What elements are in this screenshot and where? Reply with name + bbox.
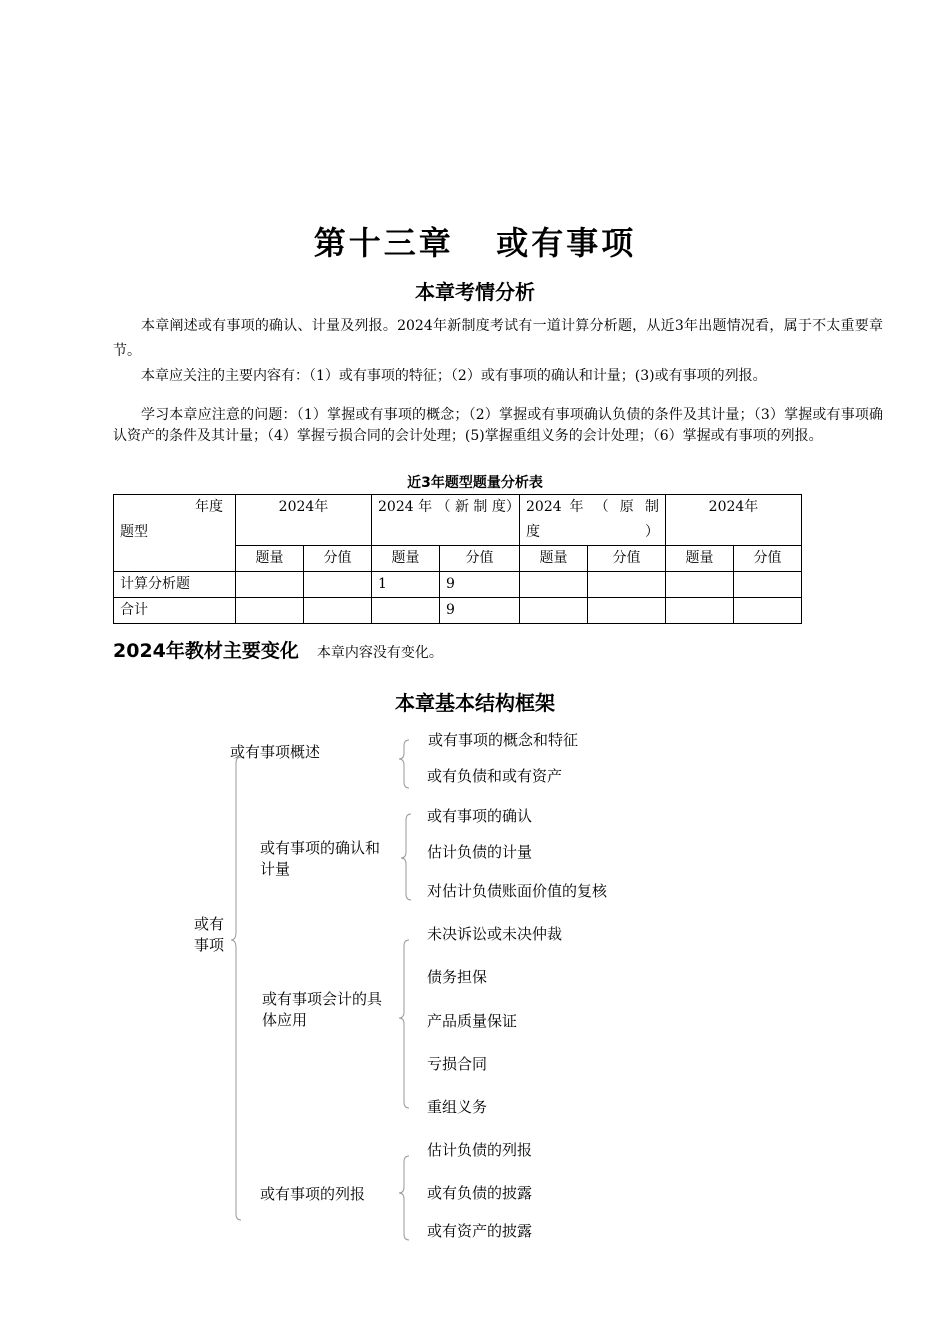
sub-header-score: 分值 — [734, 546, 802, 572]
sub-header-score: 分值 — [304, 546, 372, 572]
row-type: 合计 — [114, 598, 236, 624]
group-brace — [401, 814, 411, 900]
table-cell: 1 — [372, 572, 440, 598]
framework-item: 或有事项的确认 — [427, 807, 533, 825]
analysis-heading: 本章考情分析 — [415, 280, 535, 304]
sub-header-count: 题量 — [372, 546, 440, 572]
framework-item: 债务担保 — [427, 968, 488, 986]
framework-item: 或有资产的披露 — [427, 1222, 533, 1240]
framework-heading: 本章基本结构框架 — [395, 691, 555, 715]
group-brace — [399, 740, 409, 788]
framework-item: 未决诉讼或未决仲裁 — [427, 925, 563, 943]
sub-header-count: 题量 — [666, 546, 734, 572]
framework-item: 或有负债和或有资产 — [427, 767, 563, 785]
group-brace — [399, 940, 409, 1108]
framework-group-label: 或有事项的列报 — [260, 1185, 366, 1203]
root-brace — [231, 757, 241, 1220]
framework-item: 产品质量保证 — [427, 1012, 518, 1030]
table-cell: 9 — [440, 598, 520, 624]
changes-text: 本章内容没有变化。 — [316, 645, 443, 661]
chapter-title: 第十三章 或有事项 — [313, 224, 637, 262]
sub-header-score: 分值 — [440, 546, 520, 572]
year-header: 2024年 — [236, 495, 372, 546]
framework-item: 亏损合同 — [427, 1055, 488, 1073]
row-type: 计算分析题 — [114, 572, 236, 598]
framework-item: 或有事项的概念和特征 — [428, 731, 579, 749]
paragraph-focus: 本章应关注的主要内容有：（1）或有事项的特征；（2）或有事项的确认和计量；(3)或有事项的列报。 — [141, 368, 767, 384]
paragraph-study-notes: 学习本章应注意的问题：（1）掌握或有事项的概念；（2）掌握或有事项确认负债的条件及其计量；（3）掌握或有事项确认资产的条件及其计量；（4）掌握亏损合同的会计处理；(5)掌握重组义务的会计处理；（6）掌握或有事项的列报。 — [113, 407, 883, 444]
framework-group-label: 或有事项会计的具体应用 — [262, 990, 383, 1029]
sub-header-count: 题量 — [520, 546, 588, 572]
framework-group-label: 或有事项的确认和计量 — [260, 839, 381, 878]
changes-heading: 2024年教材主要变化 — [113, 640, 299, 662]
table-cell: 9 — [440, 572, 520, 598]
year-header: 2024 年 （ 原 制 度） — [520, 495, 666, 546]
year-header: 2024 年 （ 新 制 度） — [372, 495, 520, 546]
corner-year-label: 年度 — [195, 499, 223, 515]
framework-item: 估计负债的计量 — [427, 843, 533, 861]
framework-item: 对估计负债账面价值的复核 — [427, 882, 608, 900]
framework-item: 估计负债的列报 — [427, 1141, 533, 1159]
framework-item: 重组义务 — [427, 1098, 488, 1116]
framework-item: 或有负债的披露 — [427, 1184, 533, 1202]
paragraph-overview: 本章阐述或有事项的确认、计量及列报。2024年新制度考试有一道计算分析题，从近3年出题情况看，属于不太重要章节。 — [113, 318, 883, 359]
corner-type-label: 题型 — [120, 524, 148, 540]
framework-root: 或有事项 — [194, 915, 225, 954]
framework-group-label: 或有事项概述 — [230, 743, 321, 761]
sub-header-count: 题量 — [236, 546, 304, 572]
table-caption: 近3年题型题量分析表 — [407, 475, 543, 491]
year-header: 2024年 — [666, 495, 802, 546]
sub-header-score: 分值 — [588, 546, 666, 572]
group-brace — [399, 1156, 409, 1240]
